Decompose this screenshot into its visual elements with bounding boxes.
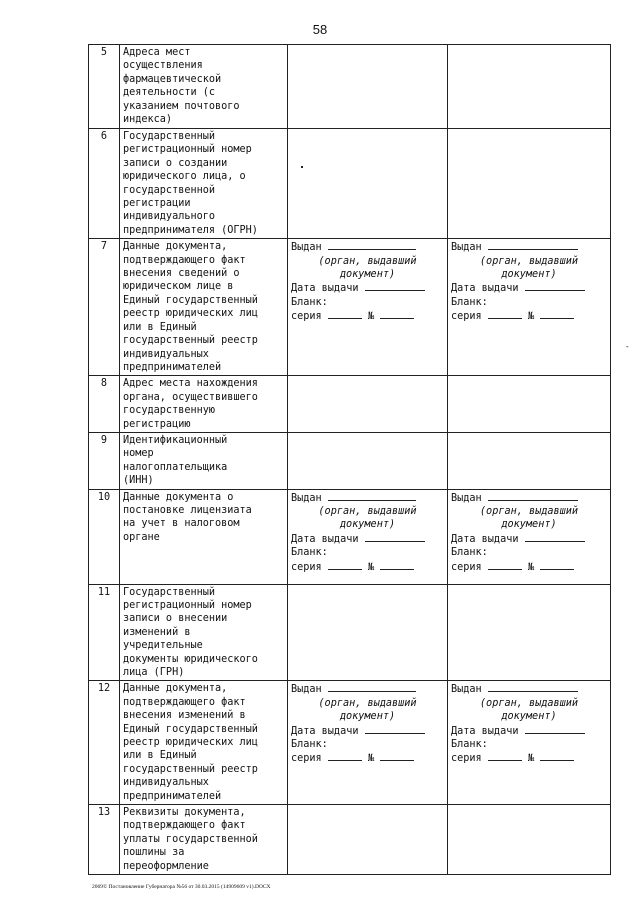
series-label: серия — [451, 753, 482, 765]
table-row — [89, 376, 611, 433]
row-label: Реквизиты документа, подтверждающего факт уплаты государственной пошлины за переоформление — [120, 805, 288, 875]
number-sign: № — [367, 311, 375, 323]
row-label: Адрес места нахождения органа, осуществившего государственную регистрацию — [120, 376, 288, 433]
blank-label: Бланк: — [451, 547, 488, 559]
series-label: серия — [451, 561, 482, 573]
issued-label: Выдан — [291, 492, 322, 504]
license-data-table — [88, 44, 611, 875]
issued-block[interactable] — [448, 239, 611, 376]
issued-label: Выдан — [291, 242, 322, 254]
value-cell[interactable] — [448, 376, 611, 433]
value-cell[interactable] — [288, 584, 448, 681]
issued-block[interactable] — [448, 489, 611, 584]
row-number: 8 — [89, 376, 120, 433]
number-sign: № — [367, 561, 375, 573]
issued-block[interactable] — [288, 239, 448, 376]
issue-date-label: Дата выдачи — [451, 533, 519, 545]
issue-date-label: Дата выдачи — [291, 283, 359, 295]
page-number: 58 — [312, 22, 328, 37]
table-row — [89, 239, 611, 376]
table-row — [89, 432, 611, 489]
table-row — [89, 45, 611, 129]
number-sign: № — [527, 311, 535, 323]
row-number: 13 — [89, 805, 120, 875]
row-label: Адреса мест осуществления фармацевтической деятельности (с указанием почтового индекса) — [120, 45, 288, 129]
issued-label: Выдан — [451, 492, 482, 504]
value-cell[interactable] — [448, 432, 611, 489]
series-label: серия — [451, 311, 482, 323]
row-label: Государственный регистрационный номер записи о создании юридического лица, о государственной регистрации индивидуального предпринимателя (ОГРН) — [120, 129, 288, 239]
issuer-hint: документ) — [501, 269, 557, 281]
issue-date-label: Дата выдачи — [451, 283, 519, 295]
blank-label: Бланк: — [291, 296, 328, 308]
blank-label: Бланк: — [451, 296, 488, 308]
issuer-hint: (орган, выдавший — [479, 697, 579, 709]
row-number: 10 — [89, 489, 120, 584]
value-cell[interactable] — [448, 584, 611, 681]
value-cell[interactable] — [448, 805, 611, 875]
row-label: Государственный регистрационный номер записи о внесении изменений в учредительные документы юридического лица (ГРН) — [120, 584, 288, 681]
dot-mark — [301, 166, 303, 168]
issued-label: Выдан — [451, 242, 482, 254]
issuer-hint: документ) — [339, 519, 396, 531]
document-footer: 2069© Постановление Губернатора №56 от 30.03.2015 (14909609 v1).DOCX — [92, 884, 271, 890]
table-row — [89, 129, 611, 239]
value-cell[interactable] — [288, 432, 448, 489]
issuer-hint: документ) — [501, 711, 557, 723]
issuer-hint: (орган, выдавший — [318, 505, 417, 517]
row-number: 9 — [89, 432, 120, 489]
row-number: 7 — [89, 239, 120, 376]
issued-block[interactable] — [288, 681, 448, 805]
value-cell[interactable] — [288, 805, 448, 875]
issued-block[interactable] — [288, 489, 448, 584]
value-cell[interactable] — [288, 129, 448, 239]
row-number: 11 — [89, 584, 120, 681]
table-row — [89, 584, 611, 681]
blank-label: Бланк: — [451, 739, 488, 751]
issue-date-label: Дата выдачи — [291, 533, 359, 545]
row-number: 6 — [89, 129, 120, 239]
table-row — [89, 805, 611, 875]
series-label: серия — [291, 311, 322, 323]
table-row — [89, 489, 611, 584]
issuer-hint: (орган, выдавший — [479, 505, 579, 517]
margin-mark: - — [626, 342, 629, 351]
issuer-hint: (орган, выдавший — [318, 697, 417, 709]
row-label: Данные документа о постановке лицензиата на учет в налоговом органе — [120, 489, 288, 584]
value-cell[interactable] — [288, 45, 448, 129]
issue-date-label: Дата выдачи — [291, 725, 359, 737]
row-number: 12 — [89, 681, 120, 805]
number-sign: № — [527, 561, 535, 573]
value-cell[interactable] — [448, 45, 611, 129]
row-label: Данные документа, подтверждающего факт внесения сведений о юридическом лице в Единый государственный реестр юридических лиц или в Единый государственный реестр индивидуальных предпринимателей — [120, 239, 288, 376]
series-label: серия — [291, 561, 322, 573]
issuer-hint: документ) — [501, 519, 557, 531]
issued-block[interactable] — [448, 681, 611, 805]
row-label: Идентификационный номер налогоплательщика (ИНН) — [120, 432, 288, 489]
table-row — [89, 681, 611, 805]
number-sign: № — [367, 753, 375, 765]
number-sign: № — [527, 753, 535, 765]
issuer-hint: (орган, выдавший — [479, 255, 579, 267]
series-label: серия — [291, 753, 322, 765]
value-cell[interactable] — [288, 376, 448, 433]
issuer-hint: (орган, выдавший — [318, 255, 417, 267]
blank-label: Бланк: — [291, 739, 328, 751]
issued-label: Выдан — [291, 684, 322, 696]
value-cell[interactable] — [448, 129, 611, 239]
row-number: 5 — [89, 45, 120, 129]
row-label: Данные документа, подтверждающего факт внесения изменений в Единый государственный реестр юридических лиц или в Единый государственный реестр индивидуальных предпринимателей — [120, 681, 288, 805]
blank-label: Бланк: — [291, 547, 328, 559]
issued-label: Выдан — [451, 684, 482, 696]
issuer-hint: документ) — [339, 711, 396, 723]
issuer-hint: документ) — [339, 269, 396, 281]
issue-date-label: Дата выдачи — [451, 725, 519, 737]
